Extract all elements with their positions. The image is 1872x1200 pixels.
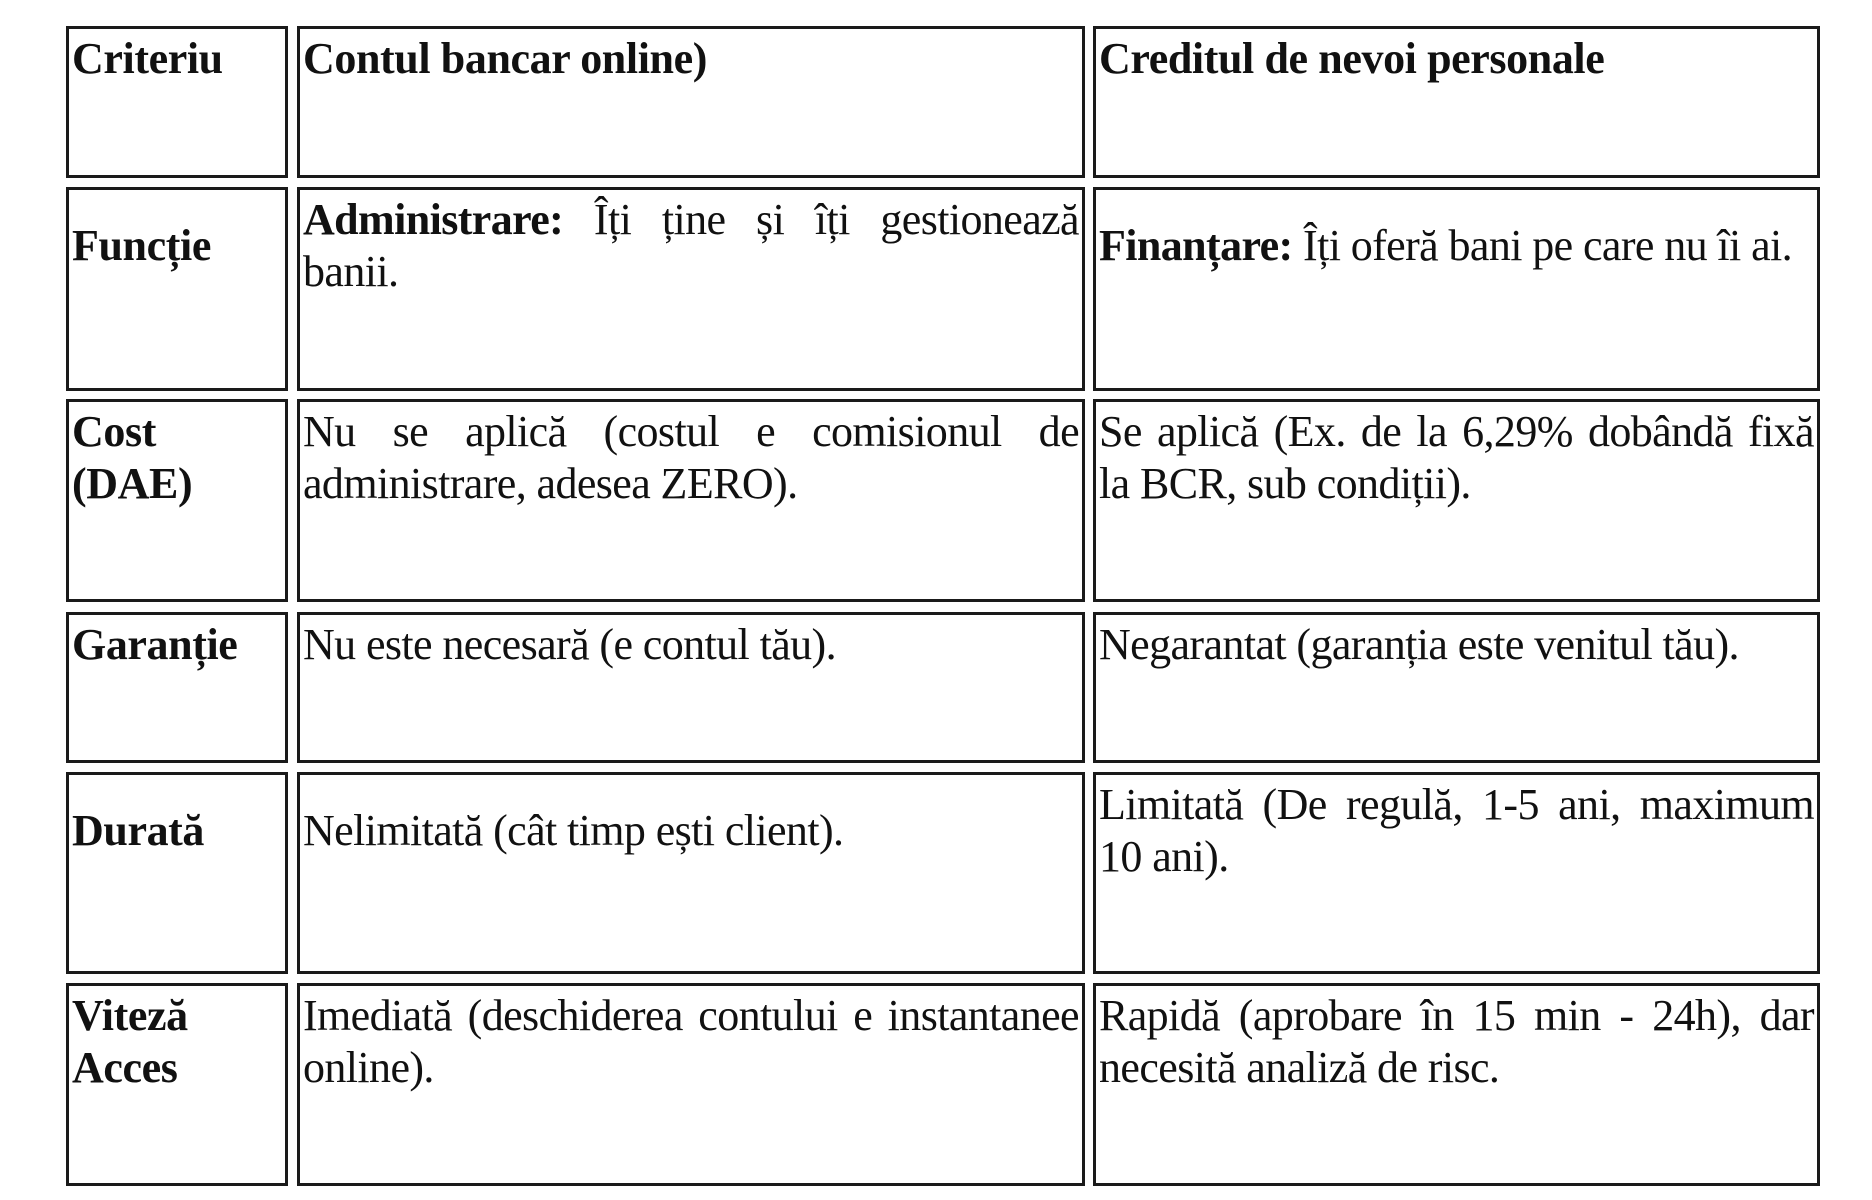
- bold-lead: Finanțare:: [1099, 221, 1293, 270]
- criterion-cell: [66, 399, 288, 602]
- header-personal-loan-label: Creditul de nevoi personale: [1099, 34, 1605, 83]
- header-cell-criterion: [66, 26, 288, 178]
- criterion-cell: [66, 772, 288, 974]
- online-account-cell: [297, 399, 1085, 602]
- criterion-cell: [66, 983, 288, 1186]
- table-row: [66, 612, 1820, 763]
- header-online-account-label: Contul bancar online): [303, 34, 707, 83]
- online-account-cell: [297, 772, 1085, 974]
- header-cell-online-account: [297, 26, 1085, 178]
- online-account-text: Imediată (deschiderea contului e instantanee online).: [303, 991, 1079, 1092]
- online-account-cell: [297, 187, 1085, 391]
- criterion-label: Viteză Acces: [72, 991, 188, 1092]
- personal-loan-cell: [1093, 772, 1820, 974]
- personal-loan-text: Limitată (De regulă, 1-5 ani, maximum 10 ani).: [1099, 780, 1814, 881]
- table-header-row: [66, 26, 1820, 178]
- personal-loan-cell: [1093, 187, 1820, 391]
- personal-loan-text: Se aplică (Ex. de la 6,29% dobândă fixă la BCR, sub condiții).: [1099, 407, 1814, 508]
- criterion-cell: [66, 612, 288, 763]
- header-criterion-label: Criteriu: [72, 34, 223, 83]
- online-account-cell: [297, 983, 1085, 1186]
- online-account-cell: [297, 612, 1085, 763]
- personal-loan-cell: [1093, 612, 1820, 763]
- header-cell-personal-loan: [1093, 26, 1820, 178]
- criterion-label: Funcție: [72, 221, 211, 270]
- table-row: [66, 187, 1820, 391]
- online-account-text: Nu se aplică (costul e comisionul de administrare, adesea ZERO).: [303, 407, 1079, 508]
- personal-loan-text: [1099, 220, 1814, 272]
- table-row: [66, 983, 1820, 1186]
- personal-loan-text: Negarantat (garanția este venitul tău).: [1099, 620, 1739, 669]
- criterion-label: Garanție: [72, 620, 238, 669]
- criterion-cell: [66, 187, 288, 391]
- online-account-text: [303, 194, 1079, 298]
- cell-text: Îți oferă bani pe care nu îi ai.: [1292, 221, 1793, 270]
- personal-loan-text: Rapidă (aprobare în 15 min - 24h), dar necesită analiză de risc.: [1099, 991, 1814, 1092]
- personal-loan-cell: [1093, 983, 1820, 1186]
- personal-loan-cell: [1093, 399, 1820, 602]
- criterion-label: Cost (DAE): [72, 407, 193, 508]
- bold-lead: Administrare:: [303, 195, 564, 244]
- table-row: [66, 772, 1820, 974]
- online-account-text: Nu este necesară (e contul tău).: [303, 620, 836, 669]
- cell-text: Îți ține și îți gestionează banii.: [303, 195, 1079, 296]
- table-row: [66, 399, 1820, 602]
- criterion-label: Durată: [72, 806, 205, 855]
- online-account-text: Nelimitată (cât timp ești client).: [303, 806, 844, 855]
